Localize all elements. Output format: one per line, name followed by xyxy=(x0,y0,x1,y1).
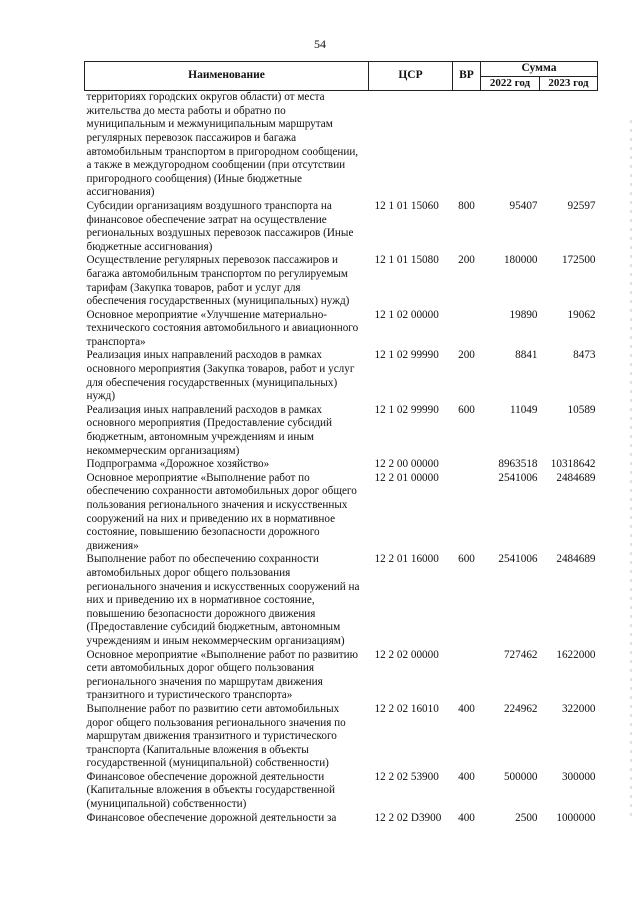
row-2023-cell: 10318642 xyxy=(550,458,596,471)
table-row xyxy=(85,200,598,254)
table-row xyxy=(85,472,598,554)
row-2023-cell: 322000 xyxy=(561,702,596,715)
scan-edge-artifact xyxy=(630,120,632,820)
row-2022-cell: 19890 xyxy=(509,308,538,321)
row-csr-cell: 12 1 02 00000 xyxy=(374,308,439,321)
row-vr-cell: 600 xyxy=(458,403,475,416)
page-number: 54 xyxy=(314,37,326,51)
row-name-cell: Осуществление регулярных перевозок пассажиров и багажа автомобильным транспортом по регулируемым тарифам (Закупка товаров, работ и услуг для обеспечения государственных (муниципальных) нужд) xyxy=(86,254,350,308)
row-2023-cell: 300000 xyxy=(561,770,596,783)
row-vr-cell: 200 xyxy=(458,349,475,362)
row-2023-cell: 10589 xyxy=(567,403,596,416)
row-vr-cell: 800 xyxy=(458,199,475,212)
row-name-cell: Реализация иных направлений расходов в рамках основного мероприятия (Предоставление субсидий бюджетным, автономным учреждениям и иным некоммерческим организациям) xyxy=(86,403,332,457)
row-name-cell: Основное мероприятие «Выполнение работ по обеспечению сохранности автомобильных дорог общего пользования регионального значения и искусственных сооружений на них и приведению их в нормативное состояние, повышению безопасности дорожного движения» xyxy=(86,471,357,552)
row-2023-cell: 92597 xyxy=(567,199,596,212)
table-row xyxy=(85,254,598,308)
row-2022-cell: 727462 xyxy=(503,648,538,661)
row-vr-cell xyxy=(453,91,481,200)
row-vr-cell xyxy=(453,649,481,703)
row-csr-cell: 12 1 01 15060 xyxy=(374,199,439,212)
row-2022-cell: 180000 xyxy=(503,254,538,267)
row-2023-cell xyxy=(540,91,598,200)
row-vr-cell xyxy=(453,472,481,554)
row-2022-cell: 8963518 xyxy=(498,458,538,471)
row-vr-cell: 200 xyxy=(458,254,475,267)
row-2023-cell: 2484689 xyxy=(556,553,596,566)
budget-table xyxy=(84,61,598,825)
row-vr-cell: 400 xyxy=(458,770,475,783)
row-vr-cell xyxy=(453,458,481,472)
row-2022-cell: 8841 xyxy=(515,349,538,362)
header-year-2022: 2022 год xyxy=(481,76,540,91)
row-csr-cell: 12 2 01 16000 xyxy=(374,553,439,566)
row-2022-cell xyxy=(481,91,540,200)
row-name-cell: территориях городских округов области) от места жительства до места работы и обратно по муниципальным и межмуниципальным маршрутам регулярных перевозок пассажиров и багажа автомобильным транспортом в пригородном сообщении, а также в междугородном сообщении (при отсутствии пригородного сообщения) (Иные бюджетные ассигнования) xyxy=(86,91,359,199)
table-row xyxy=(85,812,598,826)
row-csr-cell: 12 2 01 00000 xyxy=(374,471,439,484)
header-sum: Сумма xyxy=(481,62,598,77)
row-2022-cell: 2541006 xyxy=(498,471,538,484)
table-row xyxy=(85,404,598,458)
row-csr-cell: 12 2 02 00000 xyxy=(374,648,439,661)
row-vr-cell: 400 xyxy=(458,811,475,824)
row-csr-cell: 12 1 02 99990 xyxy=(374,349,439,362)
row-2022-cell: 2500 xyxy=(515,811,538,824)
row-2022-cell: 224962 xyxy=(503,702,538,715)
row-csr-cell: 12 1 02 99990 xyxy=(374,403,439,416)
table-row xyxy=(85,649,598,703)
row-name-cell: Основное мероприятие «Улучшение материально-технического состояния автомобильного и авиационного транспорта» xyxy=(86,308,359,348)
row-csr-cell: 12 2 02 D3900 xyxy=(374,811,442,824)
row-csr-cell xyxy=(369,91,453,200)
row-2022-cell: 500000 xyxy=(503,770,538,783)
table-body xyxy=(85,91,598,826)
row-name-cell: Реализация иных направлений расходов в рамках основного мероприятия (Закупка товаров, работ и услуг для обеспечения государственных (муниципальных) нужд) xyxy=(86,349,355,403)
row-csr-cell: 12 1 01 15080 xyxy=(374,254,439,267)
row-vr-cell: 400 xyxy=(458,702,475,715)
header-csr: ЦСР xyxy=(369,62,453,91)
table-row xyxy=(85,91,598,200)
row-csr-cell: 12 2 02 16010 xyxy=(374,702,439,715)
row-2023-cell: 1000000 xyxy=(556,811,596,824)
row-csr-cell: 12 2 02 53900 xyxy=(374,770,439,783)
row-vr-cell xyxy=(453,309,481,350)
header-year-2023: 2023 год xyxy=(540,76,598,91)
table-row xyxy=(85,349,598,403)
row-2023-cell: 172500 xyxy=(561,254,596,267)
row-2022-cell: 95407 xyxy=(509,199,538,212)
row-name-cell: Выполнение работ по развитию сети автомобильных дорог общего пользования регионального значения по маршрутам движения транзитного и туристического транспорта (Капитальные вложения в объекты государственной (муниципальной) собственности) xyxy=(86,702,346,770)
table-row xyxy=(85,458,598,472)
table-row xyxy=(85,771,598,812)
row-vr-cell: 600 xyxy=(458,553,475,566)
table-row xyxy=(85,703,598,771)
row-2023-cell: 1622000 xyxy=(556,648,596,661)
header-vr: ВР xyxy=(453,62,481,91)
row-name-cell: Субсидии организациям воздушного транспорта на финансовое обеспечение затрат на осуществление региональных воздушных перевозок пассажиров (Иные бюджетные ассигнования) xyxy=(86,199,354,253)
table-header xyxy=(85,62,598,91)
header-name: Наименование xyxy=(85,62,369,91)
row-name-cell: Выполнение работ по обеспечению сохранности автомобильных дорог общего пользования регионального значения и искусственных сооружений на них и приведению их в нормативное состояние, повышению безопасности дорожного движения (Предоставление субсидий бюджетным, автономным учреждениям и иным некоммерческим организациям) xyxy=(86,553,360,647)
row-name-cell: Финансовое обеспечение дорожной деятельности за xyxy=(86,811,337,824)
row-name-cell: Основное мероприятие «Выполнение работ по развитию сети автомобильных дорог общего пользования регионального значения по маршрутам движения транзитного и туристического транспорта» xyxy=(86,648,358,702)
row-2023-cell: 8473 xyxy=(573,349,596,362)
row-2023-cell: 19062 xyxy=(567,308,596,321)
row-2022-cell: 11049 xyxy=(509,403,538,416)
row-csr-cell: 12 2 00 00000 xyxy=(374,458,439,471)
row-2023-cell: 2484689 xyxy=(556,471,596,484)
row-name-cell: Финансовое обеспечение дорожной деятельности (Капитальные вложения в объекты государственной (муниципальной) собственности) xyxy=(86,770,335,811)
table-row xyxy=(85,553,598,648)
row-2022-cell: 2541006 xyxy=(498,553,538,566)
table-row xyxy=(85,309,598,350)
row-name-cell: Подпрограмма «Дорожное хозяйство» xyxy=(86,458,270,471)
